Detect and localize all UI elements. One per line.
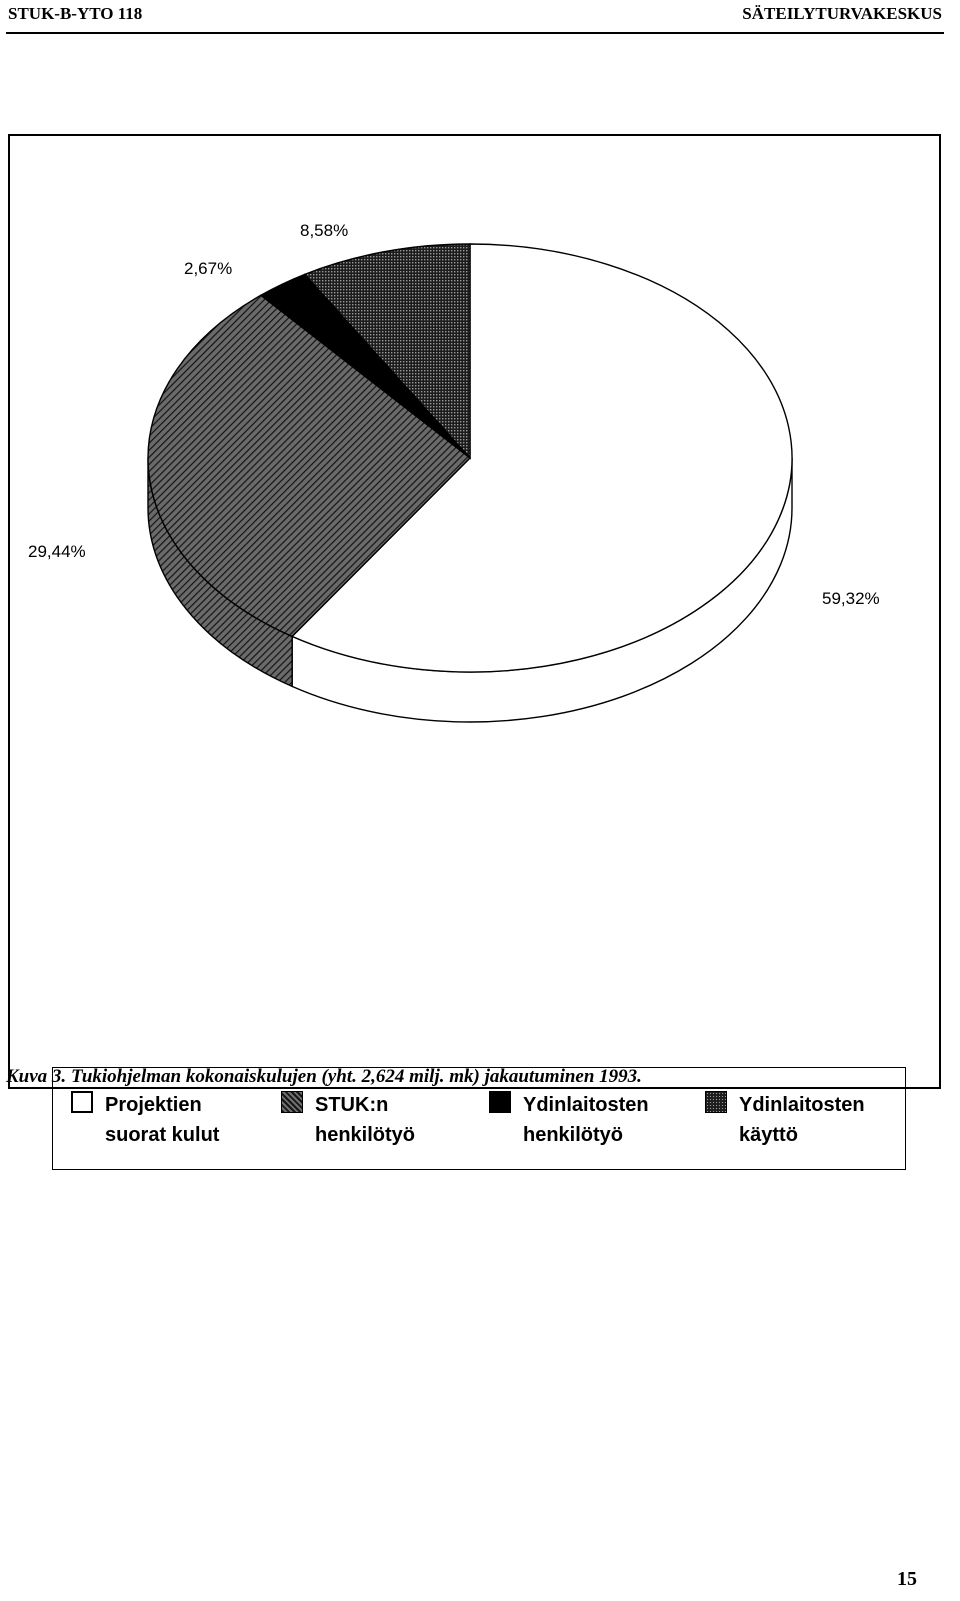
legend-swatch-dotted xyxy=(705,1091,727,1113)
running-header-right: SÄTEILYTURVAKESKUS xyxy=(742,4,942,23)
legend-swatch-hatched xyxy=(281,1091,303,1113)
legend-item-ydin-kaytto xyxy=(705,1090,865,1150)
header-rule xyxy=(6,32,944,34)
data-label: 59,32% xyxy=(822,589,880,608)
legend-label-line1: Ydinlaitosten xyxy=(739,1094,865,1116)
legend-item-ydin-henkilotyo xyxy=(489,1090,649,1150)
legend-label-line1: Ydinlaitosten xyxy=(523,1094,649,1116)
figure-caption xyxy=(6,1066,642,1088)
caption-label: Kuva 3. xyxy=(6,1066,67,1087)
chart-frame xyxy=(8,134,941,1146)
legend-label-line2: henkilötyö xyxy=(523,1124,624,1146)
legend-item-projektien xyxy=(71,1090,219,1150)
page-number: 15 xyxy=(897,1568,917,1590)
legend-item-stuk xyxy=(281,1090,415,1150)
legend-swatch-black xyxy=(489,1091,511,1113)
legend-swatch-white xyxy=(71,1091,93,1113)
legend-label-line2: henkilötyö xyxy=(315,1124,416,1146)
legend-label-line2: suorat kulut xyxy=(105,1124,220,1146)
legend-label-line1: Projektien xyxy=(105,1094,202,1116)
data-label: 2,67% xyxy=(184,259,233,278)
legend-label-line1: STUK:n xyxy=(315,1094,389,1116)
running-header-left: STUK-B-YTO 118 xyxy=(8,4,143,23)
pie-chart xyxy=(10,136,939,1087)
caption-text: Tukiohjelman kokonaiskulujen (yht. 2,624 milj. mk) jakautuminen 1993. xyxy=(70,1066,642,1087)
data-label: 8,58% xyxy=(300,221,349,240)
legend-label-line2: käyttö xyxy=(739,1124,798,1146)
data-label: 29,44% xyxy=(28,542,86,561)
